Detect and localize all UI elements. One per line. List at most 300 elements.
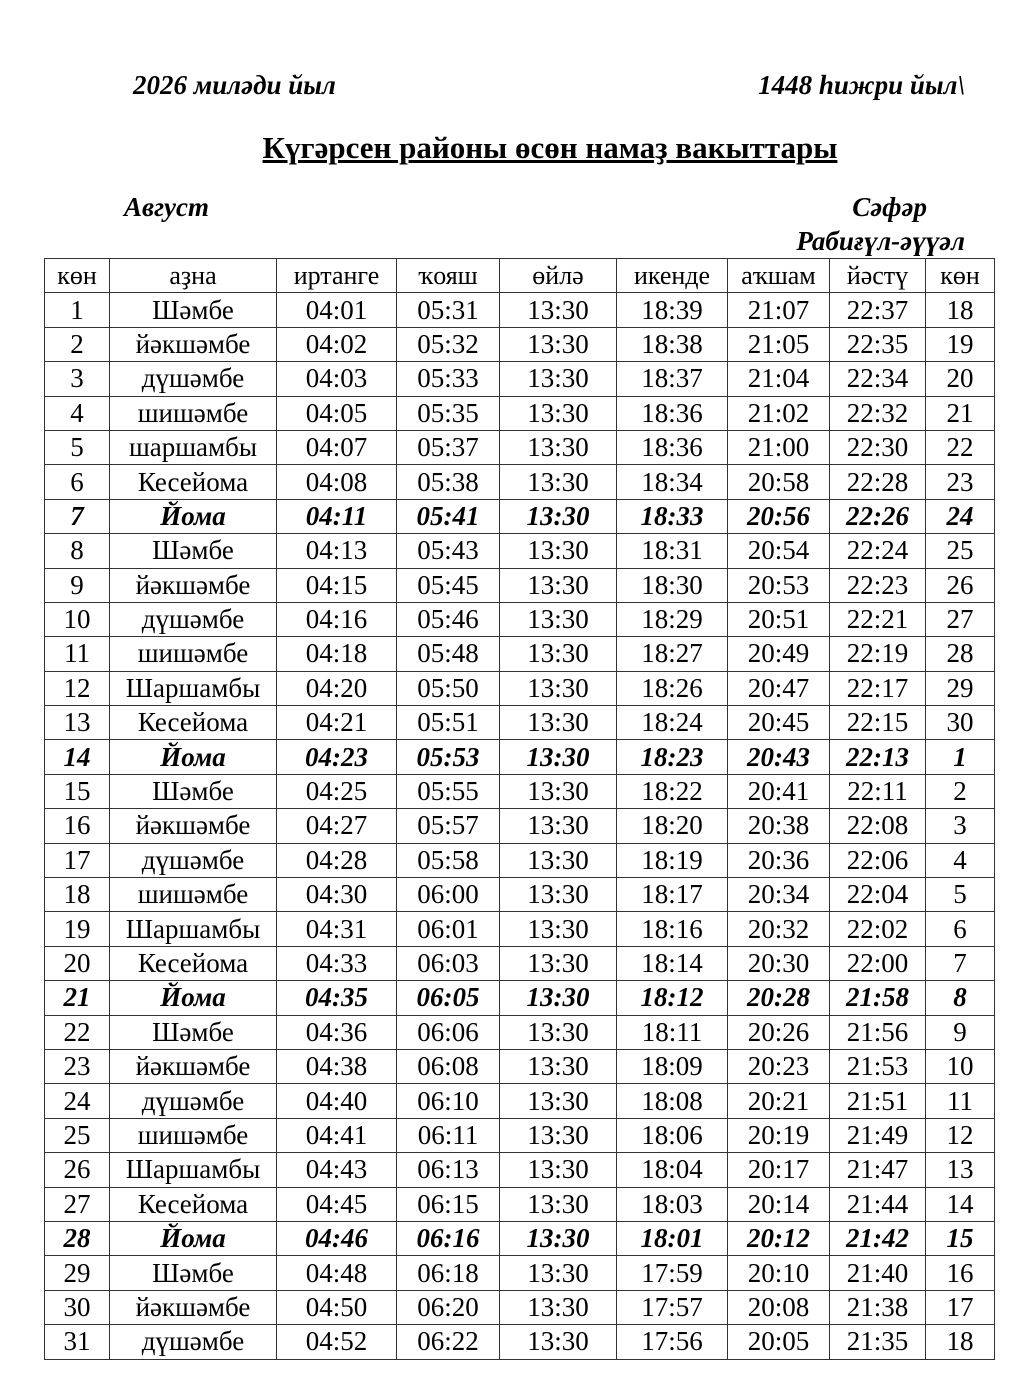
dhuhr-time-cell: 13:30 — [500, 774, 617, 808]
fajr-time-cell: 04:15 — [277, 568, 397, 602]
maghrib-time-cell: 20:54 — [728, 534, 830, 568]
table-row — [45, 430, 995, 464]
day-cell: 28 — [45, 1221, 110, 1255]
sunrise-time-cell: 05:50 — [397, 671, 500, 705]
day-cell: 3 — [45, 362, 110, 396]
day-cell: 26 — [45, 1153, 110, 1187]
maghrib-time-cell: 21:05 — [728, 327, 830, 361]
isha-time-cell: 21:40 — [830, 1256, 926, 1290]
asr-time-cell: 18:36 — [617, 430, 728, 464]
isha-time-cell: 22:37 — [830, 293, 926, 327]
maghrib-time-cell: 20:08 — [728, 1290, 830, 1324]
weekday-cell: дүшәмбе — [110, 362, 277, 396]
maghrib-time-cell: 20:28 — [728, 981, 830, 1015]
day-cell: 15 — [45, 774, 110, 808]
maghrib-time-cell: 20:32 — [728, 912, 830, 946]
weekday-cell: Шаршамбы — [110, 912, 277, 946]
weekday-cell: шишәмбе — [110, 878, 277, 912]
asr-time-cell: 18:09 — [617, 1049, 728, 1083]
sunrise-time-cell: 05:38 — [397, 465, 500, 499]
dhuhr-time-cell: 13:30 — [500, 465, 617, 499]
maghrib-time-cell: 20:21 — [728, 1084, 830, 1118]
isha-time-cell: 21:53 — [830, 1049, 926, 1083]
hijri-day-cell: 15 — [926, 1221, 995, 1255]
dhuhr-time-cell: 13:30 — [500, 706, 617, 740]
dhuhr-time-cell: 13:30 — [500, 602, 617, 636]
table-row — [45, 1049, 995, 1083]
maghrib-time-cell: 20:17 — [728, 1153, 830, 1187]
fajr-time-cell: 04:48 — [277, 1256, 397, 1290]
fajr-time-cell: 04:45 — [277, 1187, 397, 1221]
maghrib-time-cell: 20:05 — [728, 1325, 830, 1359]
weekday-cell: шишәмбе — [110, 1118, 277, 1152]
isha-time-cell: 22:34 — [830, 362, 926, 396]
table-row — [45, 1118, 995, 1152]
fajr-time-cell: 04:11 — [277, 499, 397, 533]
fajr-time-cell: 04:46 — [277, 1221, 397, 1255]
maghrib-time-cell: 20:30 — [728, 946, 830, 980]
isha-time-cell: 21:49 — [830, 1118, 926, 1152]
isha-time-cell: 22:17 — [830, 671, 926, 705]
hijri-day-cell: 20 — [926, 362, 995, 396]
gregorian-year-label: 2026 миләди йыл — [133, 70, 336, 100]
asr-time-cell: 18:11 — [617, 1015, 728, 1049]
maghrib-time-cell: 20:26 — [728, 1015, 830, 1049]
weekday-cell: дүшәмбе — [110, 1325, 277, 1359]
day-cell: 14 — [45, 740, 110, 774]
hijri-day-cell: 19 — [926, 327, 995, 361]
dhuhr-time-cell: 13:30 — [500, 534, 617, 568]
asr-time-cell: 18:23 — [617, 740, 728, 774]
maghrib-time-cell: 21:04 — [728, 362, 830, 396]
hijri-day-cell: 12 — [926, 1118, 995, 1152]
hijri-month-label: Сәфәр — [852, 192, 927, 222]
column-header-day: көн — [45, 259, 110, 293]
sunrise-time-cell: 06:01 — [397, 912, 500, 946]
dhuhr-time-cell: 13:30 — [500, 1187, 617, 1221]
fajr-time-cell: 04:31 — [277, 912, 397, 946]
sunrise-time-cell: 06:10 — [397, 1084, 500, 1118]
maghrib-time-cell: 20:23 — [728, 1049, 830, 1083]
day-cell: 29 — [45, 1256, 110, 1290]
weekday-cell: дүшәмбе — [110, 1084, 277, 1118]
hijri-day-cell: 5 — [926, 878, 995, 912]
sunrise-time-cell: 05:48 — [397, 637, 500, 671]
maghrib-time-cell: 20:38 — [728, 809, 830, 843]
asr-time-cell: 18:37 — [617, 362, 728, 396]
weekday-cell: Йома — [110, 1221, 277, 1255]
sunrise-time-cell: 05:57 — [397, 809, 500, 843]
column-header-dhuhr: өйлә — [500, 259, 617, 293]
isha-time-cell: 21:51 — [830, 1084, 926, 1118]
fajr-time-cell: 04:27 — [277, 809, 397, 843]
day-cell: 11 — [45, 637, 110, 671]
dhuhr-time-cell: 13:30 — [500, 1153, 617, 1187]
table-row — [45, 1187, 995, 1221]
dhuhr-time-cell: 13:30 — [500, 1049, 617, 1083]
sunrise-time-cell: 05:32 — [397, 327, 500, 361]
isha-time-cell: 22:26 — [830, 499, 926, 533]
maghrib-time-cell: 21:02 — [728, 396, 830, 430]
hijri-day-cell: 14 — [926, 1187, 995, 1221]
day-cell: 1 — [45, 293, 110, 327]
table-row-friday — [45, 740, 995, 774]
sunrise-time-cell: 06:08 — [397, 1049, 500, 1083]
dhuhr-time-cell: 13:30 — [500, 362, 617, 396]
hijri-day-cell: 10 — [926, 1049, 995, 1083]
day-cell: 31 — [45, 1325, 110, 1359]
dhuhr-time-cell: 13:30 — [500, 1290, 617, 1324]
isha-time-cell: 22:15 — [830, 706, 926, 740]
day-cell: 7 — [45, 499, 110, 533]
asr-time-cell: 18:27 — [617, 637, 728, 671]
fajr-time-cell: 04:07 — [277, 430, 397, 464]
table-row — [45, 843, 995, 877]
table-row — [45, 671, 995, 705]
maghrib-time-cell: 20:53 — [728, 568, 830, 602]
weekday-cell: Кесейома — [110, 706, 277, 740]
asr-time-cell: 18:38 — [617, 327, 728, 361]
dhuhr-time-cell: 13:30 — [500, 1118, 617, 1152]
fajr-time-cell: 04:03 — [277, 362, 397, 396]
fajr-time-cell: 04:16 — [277, 602, 397, 636]
hijri-day-cell: 21 — [926, 396, 995, 430]
isha-time-cell: 22:02 — [830, 912, 926, 946]
maghrib-time-cell: 20:10 — [728, 1256, 830, 1290]
weekday-cell: Шәмбе — [110, 1015, 277, 1049]
weekday-cell: Шаршамбы — [110, 1153, 277, 1187]
fajr-time-cell: 04:02 — [277, 327, 397, 361]
dhuhr-time-cell: 13:30 — [500, 878, 617, 912]
dhuhr-time-cell: 13:30 — [500, 809, 617, 843]
dhuhr-time-cell: 13:30 — [500, 912, 617, 946]
dhuhr-time-cell: 13:30 — [500, 981, 617, 1015]
table-row — [45, 946, 995, 980]
sunrise-time-cell: 06:13 — [397, 1153, 500, 1187]
asr-time-cell: 18:26 — [617, 671, 728, 705]
dhuhr-time-cell: 13:30 — [500, 1325, 617, 1359]
dhuhr-time-cell: 13:30 — [500, 1221, 617, 1255]
hijri-day-cell: 22 — [926, 430, 995, 464]
day-cell: 6 — [45, 465, 110, 499]
table-row — [45, 568, 995, 602]
maghrib-time-cell: 20:51 — [728, 602, 830, 636]
fajr-time-cell: 04:41 — [277, 1118, 397, 1152]
isha-time-cell: 22:30 — [830, 430, 926, 464]
hijri-day-cell: 24 — [926, 499, 995, 533]
day-cell: 30 — [45, 1290, 110, 1324]
isha-time-cell: 21:44 — [830, 1187, 926, 1221]
day-cell: 12 — [45, 671, 110, 705]
table-row — [45, 1153, 995, 1187]
dhuhr-time-cell: 13:30 — [500, 568, 617, 602]
maghrib-time-cell: 20:45 — [728, 706, 830, 740]
day-cell: 20 — [45, 946, 110, 980]
weekday-cell: Йома — [110, 740, 277, 774]
table-row — [45, 327, 995, 361]
sunrise-time-cell: 06:16 — [397, 1221, 500, 1255]
asr-time-cell: 18:20 — [617, 809, 728, 843]
fajr-time-cell: 04:08 — [277, 465, 397, 499]
hijri-day-cell: 2 — [926, 774, 995, 808]
maghrib-time-cell: 21:07 — [728, 293, 830, 327]
sunrise-time-cell: 05:46 — [397, 602, 500, 636]
fajr-time-cell: 04:33 — [277, 946, 397, 980]
sunrise-time-cell: 06:22 — [397, 1325, 500, 1359]
fajr-time-cell: 04:01 — [277, 293, 397, 327]
isha-time-cell: 22:24 — [830, 534, 926, 568]
table-row — [45, 912, 995, 946]
hijri-day-cell: 13 — [926, 1153, 995, 1187]
hijri-day-cell: 27 — [926, 602, 995, 636]
asr-time-cell: 17:56 — [617, 1325, 728, 1359]
hijri-day-cell: 4 — [926, 843, 995, 877]
fajr-time-cell: 04:05 — [277, 396, 397, 430]
asr-time-cell: 18:29 — [617, 602, 728, 636]
isha-time-cell: 22:28 — [830, 465, 926, 499]
isha-time-cell: 22:21 — [830, 602, 926, 636]
fajr-time-cell: 04:40 — [277, 1084, 397, 1118]
table-row-friday — [45, 1221, 995, 1255]
column-header-hijri-day: көн — [926, 259, 995, 293]
column-header-asr: икенде — [617, 259, 728, 293]
sunrise-time-cell: 06:05 — [397, 981, 500, 1015]
asr-time-cell: 18:01 — [617, 1221, 728, 1255]
fajr-time-cell: 04:25 — [277, 774, 397, 808]
day-cell: 21 — [45, 981, 110, 1015]
isha-time-cell: 22:13 — [830, 740, 926, 774]
column-header-maghrib: аҡшам — [728, 259, 830, 293]
asr-time-cell: 17:59 — [617, 1256, 728, 1290]
isha-time-cell: 21:58 — [830, 981, 926, 1015]
fajr-time-cell: 04:38 — [277, 1049, 397, 1083]
isha-time-cell: 22:08 — [830, 809, 926, 843]
weekday-cell: шаршамбы — [110, 430, 277, 464]
maghrib-time-cell: 20:19 — [728, 1118, 830, 1152]
maghrib-time-cell: 21:00 — [728, 430, 830, 464]
isha-time-cell: 21:35 — [830, 1325, 926, 1359]
page-title: Күгәрсен районы өсөн намаҙ вакыттары — [262, 130, 838, 165]
gregorian-month-label: Август — [124, 192, 210, 222]
dhuhr-time-cell: 13:30 — [500, 843, 617, 877]
hijri-day-cell: 30 — [926, 706, 995, 740]
asr-time-cell: 18:19 — [617, 843, 728, 877]
table-row — [45, 1290, 995, 1324]
dhuhr-time-cell: 13:30 — [500, 1256, 617, 1290]
table-row-friday — [45, 499, 995, 533]
fajr-time-cell: 04:52 — [277, 1325, 397, 1359]
column-header-weekday: аҙна — [110, 259, 277, 293]
fajr-time-cell: 04:43 — [277, 1153, 397, 1187]
asr-time-cell: 18:12 — [617, 981, 728, 1015]
fajr-time-cell: 04:18 — [277, 637, 397, 671]
sunrise-time-cell: 05:33 — [397, 362, 500, 396]
asr-time-cell: 18:17 — [617, 878, 728, 912]
sunrise-time-cell: 06:06 — [397, 1015, 500, 1049]
sunrise-time-cell: 05:35 — [397, 396, 500, 430]
fajr-time-cell: 04:20 — [277, 671, 397, 705]
sunrise-time-cell: 05:43 — [397, 534, 500, 568]
table-row — [45, 293, 995, 327]
maghrib-time-cell: 20:47 — [728, 671, 830, 705]
maghrib-time-cell: 20:12 — [728, 1221, 830, 1255]
sunrise-time-cell: 06:15 — [397, 1187, 500, 1221]
sunrise-time-cell: 05:58 — [397, 843, 500, 877]
table-row — [45, 1015, 995, 1049]
sunrise-time-cell: 05:55 — [397, 774, 500, 808]
sunrise-time-cell: 06:00 — [397, 878, 500, 912]
maghrib-time-cell: 20:58 — [728, 465, 830, 499]
day-cell: 23 — [45, 1049, 110, 1083]
weekday-cell: йәкшәмбе — [110, 1290, 277, 1324]
hijri-day-cell: 6 — [926, 912, 995, 946]
sunrise-time-cell: 06:20 — [397, 1290, 500, 1324]
asr-time-cell: 18:31 — [617, 534, 728, 568]
day-cell: 27 — [45, 1187, 110, 1221]
dhuhr-time-cell: 13:30 — [500, 740, 617, 774]
hijri-day-cell: 23 — [926, 465, 995, 499]
sunrise-time-cell: 05:53 — [397, 740, 500, 774]
table-row — [45, 602, 995, 636]
weekday-cell: Йома — [110, 981, 277, 1015]
table-row — [45, 878, 995, 912]
asr-time-cell: 18:36 — [617, 396, 728, 430]
fajr-time-cell: 04:30 — [277, 878, 397, 912]
dhuhr-time-cell: 13:30 — [500, 293, 617, 327]
day-cell: 8 — [45, 534, 110, 568]
asr-time-cell: 18:33 — [617, 499, 728, 533]
weekday-cell: Йома — [110, 499, 277, 533]
table-header-row — [45, 259, 995, 293]
hijri-day-cell: 8 — [926, 981, 995, 1015]
sunrise-time-cell: 05:45 — [397, 568, 500, 602]
dhuhr-time-cell: 13:30 — [500, 430, 617, 464]
fajr-time-cell: 04:21 — [277, 706, 397, 740]
day-cell: 22 — [45, 1015, 110, 1049]
weekday-cell: Шәмбе — [110, 293, 277, 327]
hijri-day-cell: 17 — [926, 1290, 995, 1324]
weekday-cell: шишәмбе — [110, 637, 277, 671]
fajr-time-cell: 04:23 — [277, 740, 397, 774]
day-cell: 17 — [45, 843, 110, 877]
hijri-year-label: 1448 һижри йыл\ — [758, 70, 965, 100]
dhuhr-time-cell: 13:30 — [500, 1084, 617, 1118]
day-cell: 13 — [45, 706, 110, 740]
table-row — [45, 637, 995, 671]
hijri-day-cell: 29 — [926, 671, 995, 705]
hijri-day-cell: 3 — [926, 809, 995, 843]
hijri-day-cell: 25 — [926, 534, 995, 568]
weekday-cell: дүшәмбе — [110, 843, 277, 877]
asr-time-cell: 18:30 — [617, 568, 728, 602]
maghrib-time-cell: 20:43 — [728, 740, 830, 774]
dhuhr-time-cell: 13:30 — [500, 499, 617, 533]
prayer-times-table — [44, 258, 995, 1360]
column-header-fajr: иртанге — [277, 259, 397, 293]
weekday-cell: шишәмбе — [110, 396, 277, 430]
day-cell: 4 — [45, 396, 110, 430]
weekday-cell: Шәмбе — [110, 534, 277, 568]
dhuhr-time-cell: 13:30 — [500, 671, 617, 705]
isha-time-cell: 22:32 — [830, 396, 926, 430]
dhuhr-time-cell: 13:30 — [500, 396, 617, 430]
asr-time-cell: 18:04 — [617, 1153, 728, 1187]
weekday-cell: Кесейома — [110, 465, 277, 499]
isha-time-cell: 21:38 — [830, 1290, 926, 1324]
day-cell: 16 — [45, 809, 110, 843]
day-cell: 5 — [45, 430, 110, 464]
isha-time-cell: 22:19 — [830, 637, 926, 671]
dhuhr-time-cell: 13:30 — [500, 637, 617, 671]
table-row — [45, 465, 995, 499]
table-row — [45, 706, 995, 740]
hijri-day-cell: 11 — [926, 1084, 995, 1118]
hijri-day-cell: 18 — [926, 293, 995, 327]
sunrise-time-cell: 06:03 — [397, 946, 500, 980]
asr-time-cell: 18:22 — [617, 774, 728, 808]
maghrib-time-cell: 20:41 — [728, 774, 830, 808]
maghrib-time-cell: 20:14 — [728, 1187, 830, 1221]
asr-time-cell: 18:06 — [617, 1118, 728, 1152]
asr-time-cell: 18:16 — [617, 912, 728, 946]
hijri-day-cell: 28 — [926, 637, 995, 671]
column-header-sunrise: ҡояш — [397, 259, 500, 293]
sunrise-time-cell: 05:31 — [397, 293, 500, 327]
column-header-isha: йәстү — [830, 259, 926, 293]
fajr-time-cell: 04:13 — [277, 534, 397, 568]
asr-time-cell: 18:39 — [617, 293, 728, 327]
day-cell: 9 — [45, 568, 110, 602]
table-row — [45, 1325, 995, 1359]
dhuhr-time-cell: 13:30 — [500, 946, 617, 980]
asr-time-cell: 18:03 — [617, 1187, 728, 1221]
sunrise-time-cell: 05:41 — [397, 499, 500, 533]
asr-time-cell: 18:24 — [617, 706, 728, 740]
isha-time-cell: 22:06 — [830, 843, 926, 877]
fajr-time-cell: 04:28 — [277, 843, 397, 877]
hijri-day-cell: 16 — [926, 1256, 995, 1290]
dhuhr-time-cell: 13:30 — [500, 327, 617, 361]
fajr-time-cell: 04:36 — [277, 1015, 397, 1049]
dhuhr-time-cell: 13:30 — [500, 1015, 617, 1049]
hijri-day-cell: 26 — [926, 568, 995, 602]
day-cell: 19 — [45, 912, 110, 946]
table-row — [45, 1256, 995, 1290]
maghrib-time-cell: 20:56 — [728, 499, 830, 533]
isha-time-cell: 21:47 — [830, 1153, 926, 1187]
table-row — [45, 774, 995, 808]
maghrib-time-cell: 20:49 — [728, 637, 830, 671]
weekday-cell: Шәмбе — [110, 774, 277, 808]
isha-time-cell: 22:04 — [830, 878, 926, 912]
table-row-friday — [45, 981, 995, 1015]
table-row — [45, 1084, 995, 1118]
sunrise-time-cell: 06:18 — [397, 1256, 500, 1290]
isha-time-cell: 21:56 — [830, 1015, 926, 1049]
sunrise-time-cell: 05:51 — [397, 706, 500, 740]
isha-time-cell: 21:42 — [830, 1221, 926, 1255]
day-cell: 18 — [45, 878, 110, 912]
sunrise-time-cell: 06:11 — [397, 1118, 500, 1152]
weekday-cell: Шәмбе — [110, 1256, 277, 1290]
isha-time-cell: 22:35 — [830, 327, 926, 361]
isha-time-cell: 22:00 — [830, 946, 926, 980]
weekday-cell: йәкшәмбе — [110, 809, 277, 843]
day-cell: 25 — [45, 1118, 110, 1152]
weekday-cell: дүшәмбе — [110, 602, 277, 636]
table-row — [45, 396, 995, 430]
table-row — [45, 534, 995, 568]
